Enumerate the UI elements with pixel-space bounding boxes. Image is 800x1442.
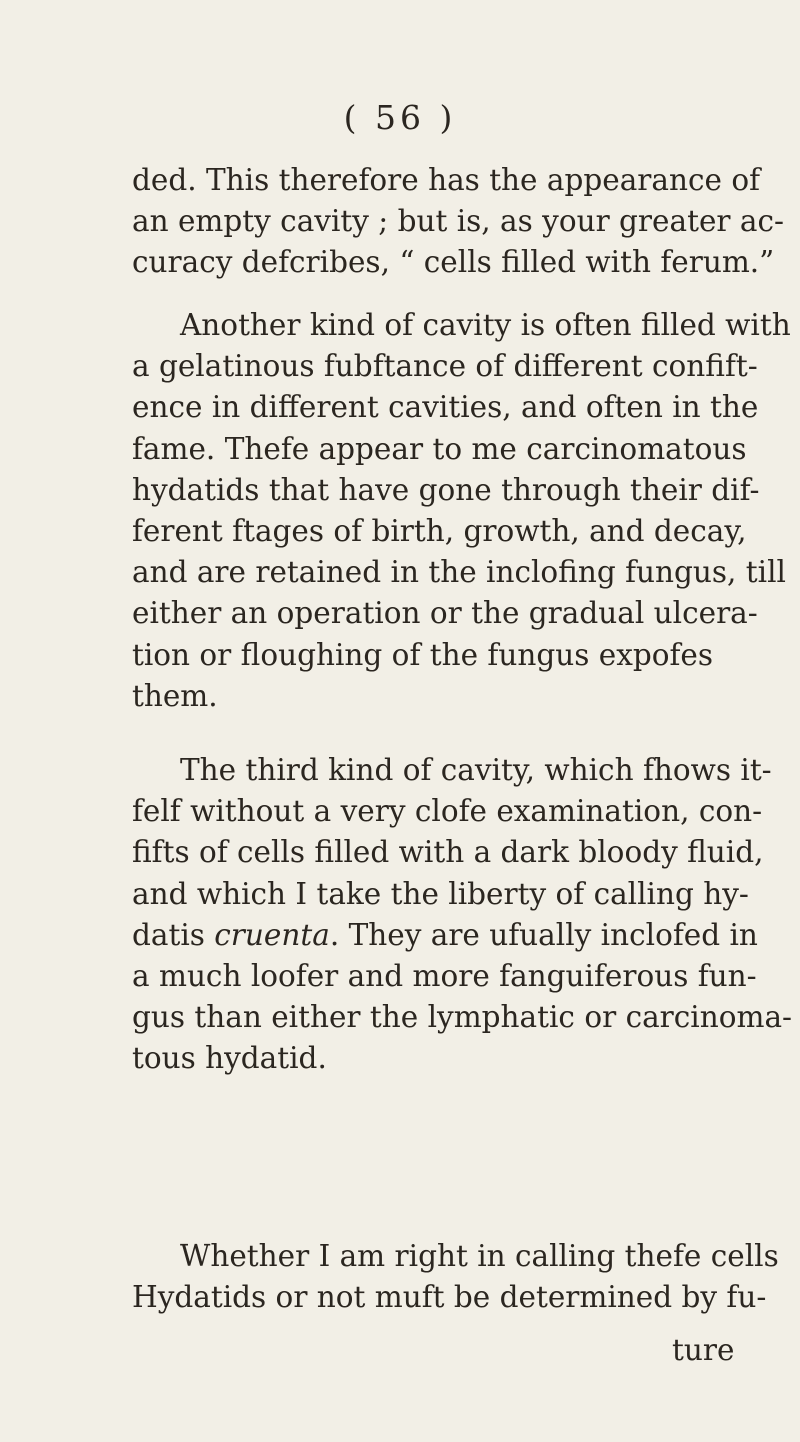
text-line: a gelatinous fubftance of different confift-	[132, 349, 758, 384]
text-line: tous hydatid.	[132, 1041, 327, 1076]
text-line: them.	[132, 678, 218, 713]
text-line: and are retained in the inclofing fungus, till	[132, 555, 786, 590]
text-fragment: . They are ufually inclofed in	[329, 917, 758, 952]
text-line: fifts of cells filled with a dark bloody fluid,	[132, 835, 764, 870]
text-line: The third kind of cavity, which fhows it-	[180, 753, 772, 787]
text-line: felf without a very clofe examination, con-	[132, 794, 763, 829]
page-number: ( 56 )	[343, 98, 457, 137]
text-line: tion or floughing of the fungus expofes	[132, 637, 713, 672]
text-line: ence in different cavities, and often in the	[132, 390, 759, 425]
italic-term: cruenta	[214, 917, 330, 952]
text-line: either an operation or the gradual ulcera-	[132, 596, 758, 631]
text-line: an empty cavity ; but is, as your greater ac-	[132, 204, 784, 239]
text-line: ferent ftages of birth, growth, and decay,	[132, 513, 747, 548]
text-line: Hydatids or not muft be determined by fu-	[132, 1280, 767, 1315]
paragraph-2	[132, 305, 791, 717]
paragraph-1	[132, 160, 784, 284]
text-line: and which I take the liberty of calling hy-	[132, 876, 749, 911]
text-line: ded. This therefore has the appearance of	[132, 163, 761, 197]
paragraph-4	[132, 1236, 779, 1318]
text-line: curacy defcribes, “ cells filled with ferum.”	[132, 245, 775, 280]
catchword: ture	[672, 1333, 735, 1367]
text-line: a much loofer and more fanguiferous fun-	[132, 958, 757, 993]
text-line: gus than either the lymphatic or carcinoma-	[132, 1000, 793, 1035]
text-line: Another kind of cavity is often filled with	[180, 308, 791, 342]
text-fragment: datis	[132, 917, 215, 952]
text-line: fame. Thefe appear to me carcinomatous	[132, 431, 747, 466]
text-line-with-italic	[132, 915, 772, 956]
paragraph-3	[132, 750, 793, 1080]
text-line: Whether I am right in calling thefe cells	[180, 1239, 779, 1273]
text-line: hydatids that have gone through their dif-	[132, 472, 760, 507]
